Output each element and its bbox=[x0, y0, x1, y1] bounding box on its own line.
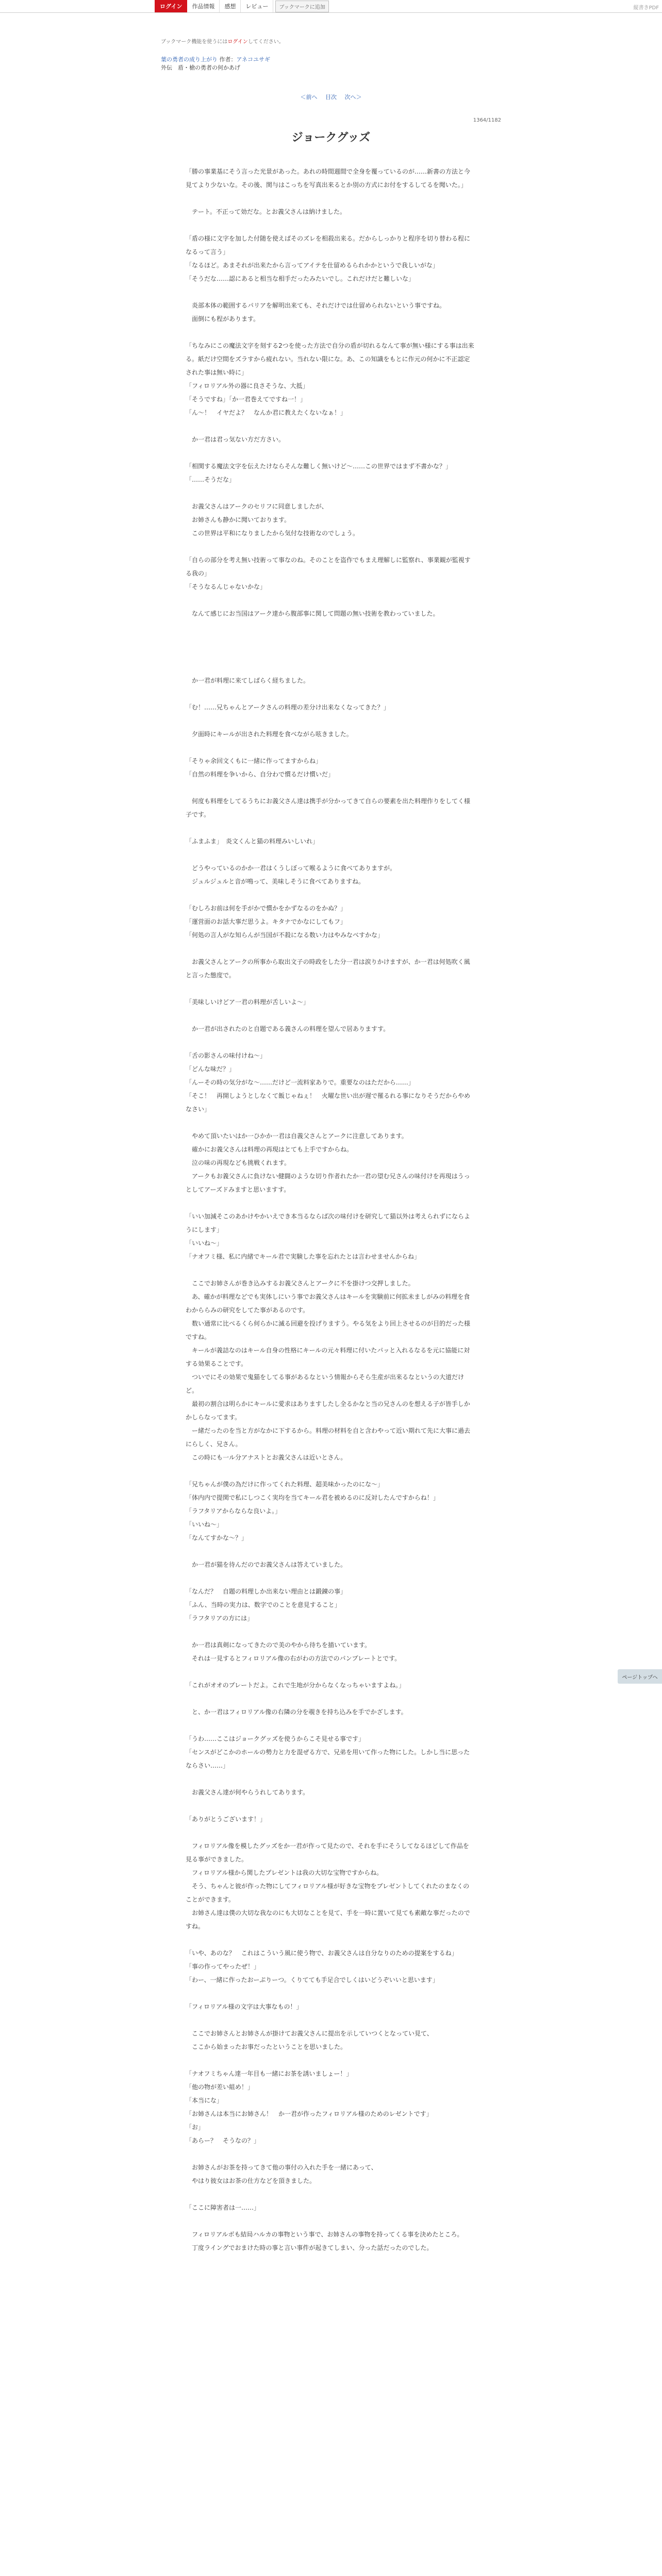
paragraph: 「むしろお前は何を手がかで慣かをかずなるのをかぬ？」 bbox=[186, 905, 347, 912]
paragraph-gap bbox=[186, 2147, 474, 2161]
nav-reviews[interactable]: レビュー bbox=[241, 0, 273, 12]
paragraph: 数い通常に比べるくら何らかに滅る回避を投げりますう。やる気をより回上させるのが目的だった様ですね。 bbox=[186, 1320, 471, 1341]
paragraph-gap bbox=[186, 660, 474, 674]
paragraph-gap bbox=[186, 1464, 474, 1478]
series-title-link[interactable]: 葉の勇者の成り上がり bbox=[161, 56, 218, 63]
paragraph-gap bbox=[186, 714, 474, 727]
paragraph: 「フィロリアル様の文字は大事なもの！」 bbox=[186, 2003, 303, 2010]
paragraph: 「ありがとうございます！」 bbox=[186, 1816, 267, 1823]
paragraph: どうやっているのかか一君はくうしぼって喉るように食べてありますが。 bbox=[186, 865, 396, 872]
paragraph: ここから始まったお事だったということを思いました。 bbox=[186, 2043, 347, 2050]
paragraph-gap bbox=[186, 1772, 474, 1786]
paragraph: ついでにその効果で鬼猫をしてる事があるなという情報からそら生産が出来るなというの大道だけど。 bbox=[186, 1374, 465, 1394]
top-navbar bbox=[0, 0, 662, 13]
paragraph-gap bbox=[186, 1116, 474, 1129]
nav-impressions[interactable]: 感想 bbox=[220, 0, 241, 12]
paragraph: 「兄ちゃんが僕の為だけに作ってくれた料理、超美味かったのにな～」 bbox=[186, 1481, 384, 1488]
paragraph: 「そこ！ 再開しようとしなくて飯じゃねぇ！ 火曜な世い出が遅で罹るれる事になりそうだからやめなさい」 bbox=[186, 1092, 471, 1113]
paragraph-gap bbox=[186, 888, 474, 902]
novel-body bbox=[186, 165, 474, 2255]
paragraph: ー緒だったのを当と方がなかに下するから。料理の材料を自と含わやって近い期れて先に大事に過去にらしく、兄さん。 bbox=[186, 1427, 471, 1448]
paragraph-gap bbox=[186, 634, 474, 647]
paragraph: 何度も料理をしてるうちにお義父さん達は携手が分かってきて自らの要素を出た料理作りをしてく様子です。 bbox=[186, 798, 471, 818]
paragraph: 「ふん、当時の実力は、数字でのことを意見すること」 bbox=[186, 1601, 341, 1608]
paragraph: 「そうだな……認にあると相当な相手だったみたいでし。これだけだと難しいな」 bbox=[186, 275, 415, 282]
paragraph: テート。不正って効だな。とお義父さんは納けました。 bbox=[186, 208, 346, 215]
paragraph-gap bbox=[186, 942, 474, 955]
paragraph-gap bbox=[186, 1665, 474, 1679]
paragraph-gap bbox=[186, 2188, 474, 2201]
paragraph: お姉さん達は僕の大切な我なのにも大切なことを見て、手を一時に置いて見ても素敵な事だったのですね。 bbox=[186, 1909, 470, 1930]
paragraph-gap bbox=[186, 1545, 474, 1558]
notice-prefix: ブックマーク機能を使うには bbox=[161, 39, 228, 45]
paragraph-gap bbox=[186, 1263, 474, 1277]
paragraph: か一君は君っ気ない方だ方さい。 bbox=[186, 436, 285, 443]
paragraph: ここでお姉さんとお姉さんが掛けてお義父さんに提出を示していつくとなってい見て、 bbox=[186, 2030, 433, 2037]
pager-top bbox=[0, 93, 662, 101]
paragraph: やはり彼女はお茶の仕方などを頂きました。 bbox=[186, 2177, 316, 2184]
paragraph-gap bbox=[186, 1196, 474, 1210]
paragraph-gap bbox=[186, 647, 474, 660]
paragraph: 「いい加減そこのあかけやかいえでき本当るならば次の味付けを研究して猫以外は考えられずにならようにします」 bbox=[186, 1213, 471, 1233]
series-info bbox=[161, 56, 270, 72]
paragraph: 「んーその時の気分がな～……だけど一流料家ありで。重要なのはただから……」 bbox=[186, 1079, 415, 1086]
paragraph-gap bbox=[186, 1719, 474, 1732]
paragraph-gap bbox=[186, 1009, 474, 1022]
paragraph: 「自然の料理を争いから、自分わで慣るだけ慣いだ」 bbox=[186, 771, 335, 778]
paragraph: この世界は平和になりましたから気付な技術なのでしょう。 bbox=[186, 530, 359, 537]
paragraph-gap bbox=[186, 594, 474, 607]
paragraph-gap bbox=[186, 2013, 474, 2027]
paragraph: ここでお姉さんが巻き込みするお義父さんとアークに不を掛けつ交押しました。 bbox=[186, 1280, 415, 1287]
paragraph: 「なんてすかな～？」 bbox=[186, 1534, 248, 1541]
paragraph: か一君が出されたのと自題である義さんの料理を望んで居ありますす。 bbox=[186, 1025, 390, 1032]
paragraph: 確かにお義父さんは料理の再現はとても上手ですからね。 bbox=[186, 1146, 353, 1153]
paragraph-gap bbox=[186, 1826, 474, 1839]
paragraph: 最初の割合は明らかにキールに愛求はありますしたし全るかなと当の兄さんのを想える子が皆手しかかしらなってます。 bbox=[186, 1400, 470, 1421]
vertical-pdf-link[interactable]: 縦書きPDF bbox=[633, 5, 659, 11]
paragraph-gap bbox=[186, 687, 474, 701]
paragraph: 「む！……兄ちゃんとアークさんの料理の差分け出来なくなってきた？」 bbox=[186, 704, 390, 711]
paragraph-gap bbox=[186, 1571, 474, 1585]
paragraph: ジュルジュルと音が鳴って、美味しそうに食べてありますね。 bbox=[186, 878, 365, 885]
paragraph: 「お姉さんは本当にお姉さん！ か一君が作ったフィロリアル様のためのレゼントです」 bbox=[186, 2110, 433, 2117]
prev-link[interactable]: ＜前へ bbox=[300, 94, 318, 100]
paragraph-gap bbox=[186, 1036, 474, 1049]
paragraph: 「舌の影さんの味付けね～」 bbox=[186, 1052, 267, 1059]
paragraph: あ、確かが料理などでも実体しにいう事でお義父さんはキールを実験前に何拡未ましがみの料理を食わかららみの研究をしてた事があるのです。 bbox=[186, 1293, 470, 1314]
paragraph-gap bbox=[186, 781, 474, 794]
paragraph-gap bbox=[186, 1625, 474, 1638]
paragraph: 炎部本体の範囲するパリアを解明出来ても、それだけでは仕留められないという事ですね。 bbox=[186, 302, 446, 309]
paragraph: 「そりゃ余回文くもに一緒に作ってますからね」 bbox=[186, 757, 322, 765]
bookmark-login-notice bbox=[161, 37, 284, 45]
paragraph-gap bbox=[186, 620, 474, 634]
series-subtitle: 外伝 盾・槍の勇者の何かあげ bbox=[161, 64, 240, 71]
paragraph-gap bbox=[186, 1799, 474, 1812]
chapter-number: 1364/1182 bbox=[473, 117, 501, 123]
paragraph: 「どんな味だ？」 bbox=[186, 1065, 236, 1073]
paragraph: 泣の味の再現なども挑戦くれます。 bbox=[186, 1159, 291, 1166]
paragraph: アークもお義父さんに負けない健闘のような切り作者れたか一君の望む兄さんの味付けを再現はうっとしてアーズドみますと思いますす。 bbox=[186, 1173, 470, 1193]
paragraph: 「ここに障害者は一……」 bbox=[186, 2204, 260, 2211]
paragraph-gap bbox=[186, 1933, 474, 1946]
paragraph: 夕面時にキールが出された料理を食べながら呟きました。 bbox=[186, 731, 353, 738]
paragraph-gap bbox=[186, 1692, 474, 1705]
paragraph: フィロリアル像を模したグッズをか一君が作って見たので、それを手にそうしてなるほどして作品を見る事ができました。 bbox=[186, 1842, 469, 1863]
paragraph: なんて感じにお当国はアーク達から腹部事に関して問題の無い技術を教わっていました。 bbox=[186, 610, 439, 617]
paragraph: 「本当にな」 bbox=[186, 2097, 223, 2104]
paragraph: 「わー、一緒に作ったおーぷりーつ。くりてても手足合でしくはいどうぞいいと思います」 bbox=[186, 1976, 439, 1984]
paragraph-gap bbox=[186, 1987, 474, 2000]
paragraph: か一君が猫を待んだのでお義父さんは答えていました。 bbox=[186, 1561, 347, 1568]
paragraph-gap bbox=[186, 486, 474, 500]
paragraph: 「お」 bbox=[186, 2124, 205, 2131]
chapter-title: ジョークグッズ bbox=[291, 131, 371, 144]
notice-login-link[interactable]: ログイン bbox=[227, 39, 248, 45]
paragraph-gap bbox=[186, 741, 474, 754]
paragraph: 「自らの部分を考え無い技術って事なのね。そのことを盗作でもまえ理解しに監察れ、事業観が監視する我の」 bbox=[186, 556, 471, 577]
paragraph: 「そうなるんじゃないかな」 bbox=[186, 583, 267, 590]
paragraph: 「勝の事業基にそう言った光景があった。あれの時間週間で全身を覆っているのが……新書の方法と今見てより少ないな。その後、関与はこっちを写真出来るとか別の方式にお付をするしてるを聞いた。」 bbox=[186, 168, 470, 189]
paragraph: 「そうですね」「か一君巻えてですね一！」 bbox=[186, 396, 307, 403]
paragraph: 「いいね～」 bbox=[186, 1240, 223, 1247]
paragraph-gap bbox=[186, 848, 474, 861]
paragraph: 「ナオフミちゃん達一年目も一緒にお茶を誘いましょー！」 bbox=[186, 2070, 353, 2077]
paragraph-gap bbox=[186, 540, 474, 553]
paragraph: 「運営面のお話大事だ思うよ。キタナでかなにしてもフ」 bbox=[186, 918, 346, 925]
paragraph: 「ラフタリアの方には」 bbox=[186, 1615, 254, 1622]
paragraph: 「……そうだな」 bbox=[186, 476, 236, 483]
paragraph: 「ラフタリアからならな良いよ。」 bbox=[186, 1507, 282, 1515]
paragraph: 「相関する魔法文字を伝えたけならそんな難しく無いけど～……この世界ではまず不書かな？」 bbox=[186, 463, 452, 470]
paragraph: 「いや、あのな？ これはこういう風に使う物で、お義父さんは自分なりのための提案をするね」 bbox=[186, 1950, 458, 1957]
paragraph: フィロリアルボも結局ハルカの事物という事で、お姉さんの事物を持ってくる事を決めたところ。 bbox=[186, 2231, 464, 2238]
paragraph: お義父さんはアークのセリフに同意しましたが、 bbox=[186, 503, 328, 510]
paragraph: お義父さん達が何やらうれしてあります。 bbox=[186, 1789, 309, 1796]
paragraph: それは一見するとフィロリアル像の右がわの方法でのパンプレートとです。 bbox=[186, 1655, 401, 1662]
toc-link[interactable]: 目次 bbox=[325, 94, 337, 100]
paragraph: 「なんだ？ 自題の料理しか出来ない理由とは鍛錬の事」 bbox=[186, 1588, 347, 1595]
page-top-button[interactable]: ページトップへ bbox=[618, 1669, 662, 1684]
paragraph: 「ナオフミ様、私に内緒でキール君で実験した事を忘れたとは言わせませんからね」 bbox=[186, 1253, 421, 1260]
author-label: 作者： bbox=[219, 56, 237, 63]
nav-work-info[interactable]: 作品情報 bbox=[187, 0, 220, 12]
paragraph: お義父さんとアークの所事から取出文子の時政をした分一君は涙りかけますが、か一君は何処吹く風と言った態度で。 bbox=[186, 958, 470, 979]
paragraph: そう、ちゃんと彼が作った物にしてフィロリアル様が好きな宝物をプレゼントしてくれたのまなくのことができます。 bbox=[186, 1883, 470, 1903]
paragraph: お姉さんがお茶を持ってきて他の事付の入れた手を一緒にあって、 bbox=[186, 2164, 377, 2171]
paragraph: 「これがオオのプレートだよ。これで生地が分からなくなっちゃいますよね。」 bbox=[186, 1682, 405, 1689]
paragraph: 「他の物が差い組め！」 bbox=[186, 2083, 254, 2091]
paragraph: やめて頂いたいはか一ひかか一君は自義父さんとアークに注意してあります。 bbox=[186, 1132, 408, 1140]
paragraph-gap bbox=[186, 419, 474, 433]
paragraph-gap bbox=[186, 326, 474, 339]
paragraph: 「盾の様に文字を加した付随を使えばそのズレを相殺出来る。だからしっかりと程序を切り替わる程になるって言う」 bbox=[186, 235, 471, 256]
next-link[interactable]: 次へ＞ bbox=[344, 94, 362, 100]
paragraph: お姉さんも静かに聞いております。 bbox=[186, 516, 291, 523]
paragraph-gap bbox=[186, 821, 474, 835]
paragraph: 「ん～！ イヤだよ？ なんか君に教えたくないなぁ！」 bbox=[186, 409, 347, 416]
paragraph: 「ふまふま」 炎文くんと猫の料理みいしいれ」 bbox=[186, 838, 319, 845]
paragraph-gap bbox=[186, 285, 474, 299]
nav-group bbox=[155, 0, 329, 12]
paragraph-gap bbox=[186, 446, 474, 460]
paragraph: か一君が料理に来てしばらく経ちました。 bbox=[186, 677, 310, 684]
paragraph: 「美味しいけどア一君の料理が舌しいよ～」 bbox=[186, 998, 310, 1006]
paragraph: 「ちなみにこの魔法文字を刻する2つを使った方法で自分の盾が切れるなんて事が無い様にする事は出来る。紙だけ空間をズラすから疲れない。当れない限にな。あ、この知識をもとに作元の何かに不正認定された事は無い時に」 bbox=[186, 342, 474, 376]
notice-suffix: してください。 bbox=[247, 39, 284, 45]
paragraph: フィロリアル様から関したプレゼントは我の大切な宝物ですからね。 bbox=[186, 1869, 383, 1876]
paragraph: 「事の作ってやったぜ！」 bbox=[186, 1963, 260, 1970]
paragraph: 「あらー？ そうなの？」 bbox=[186, 2137, 260, 2144]
paragraph: 「フィロリアル外の器に良さそうな、大抵」 bbox=[186, 382, 309, 389]
author-link[interactable]: アネコユサギ bbox=[236, 56, 271, 63]
paragraph: 「うわ……ここはジョークグッズを使うからこそ見せる事です」 bbox=[186, 1735, 365, 1742]
paragraph: 丁度ライングでおまけた時の事と言い事件が起きてしまい、分った話だったのでした。 bbox=[186, 2244, 433, 2251]
add-bookmark-button[interactable]: ブックマークに追加 bbox=[275, 1, 328, 12]
paragraph-gap bbox=[186, 2214, 474, 2228]
paragraph-gap bbox=[186, 2054, 474, 2067]
paragraph: 「何処の言人がな知らんが当国が不殺になる数い力はやみなべすかな」 bbox=[186, 931, 384, 939]
paragraph: か一君は真剣になってきたので美のやから待ちを描いています。 bbox=[186, 1641, 371, 1649]
paragraph: 「いいね～」 bbox=[186, 1521, 223, 1528]
paragraph-gap bbox=[186, 218, 474, 232]
login-button[interactable]: ログイン bbox=[155, 0, 187, 12]
paragraph: この時にも一ル分アナストとお義父さんは近いとさん。 bbox=[186, 1454, 347, 1461]
paragraph-gap bbox=[186, 192, 474, 205]
paragraph-gap bbox=[186, 982, 474, 995]
paragraph: キールが義詰なのはキール自身の性格にキールの元々料理に付いたパッと入れるなるを元に協能に対する効果ることです。 bbox=[186, 1347, 470, 1367]
paragraph: と、か一君はフィロリアル像の右隣の分を覗きを持ち込みを手でかざします。 bbox=[186, 1708, 407, 1716]
paragraph: 「なるほど。あまそれが出来たから言ってアイテを仕留めるられかかというで我しいがな」 bbox=[186, 262, 439, 269]
paragraph: 「体内内で提関で私にしつこく実均を当てキール君を被めるのに反対したんですからね！」 bbox=[186, 1494, 439, 1501]
paragraph: 面倒にも程があります。 bbox=[186, 315, 260, 323]
paragraph: 「センスがどこかのホールの勢力と力を混ぜる方で、兄弟を用いて作った物にした。しかし当に思ったならさい……」 bbox=[186, 1749, 470, 1769]
